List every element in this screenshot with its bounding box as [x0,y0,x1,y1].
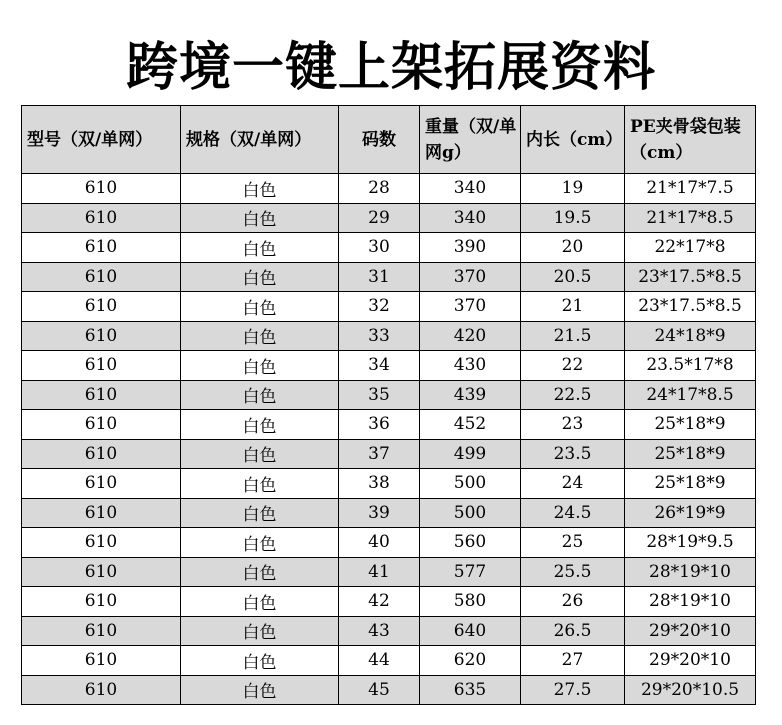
cell-inner-length: 27.5 [521,675,625,705]
cell-weight: 635 [420,675,521,705]
cell-weight: 340 [420,203,521,233]
cell-model: 610 [22,233,181,263]
cell-size: 34 [339,351,420,381]
cell-packaging: 22*17*8 [625,233,756,263]
cell-packaging: 24*18*9 [625,321,756,351]
cell-packaging: 23*17.5*8.5 [625,292,756,322]
header-packaging: PE夹骨袋包装（cm） [625,106,756,174]
cell-spec: 白色 [181,380,339,410]
header-spec: 规格（双/单网） [181,106,339,174]
cell-model: 610 [22,439,181,469]
cell-weight: 340 [420,174,521,204]
header-size: 码数 [339,106,420,174]
cell-weight: 370 [420,292,521,322]
cell-size: 30 [339,233,420,263]
cell-inner-length: 27 [521,646,625,676]
cell-size: 31 [339,262,420,292]
cell-inner-length: 24 [521,469,625,499]
header-model: 型号（双/单网） [22,106,181,174]
cell-size: 33 [339,321,420,351]
cell-spec: 白色 [181,174,339,204]
table-row [22,380,756,410]
cell-spec: 白色 [181,203,339,233]
size-table [21,105,756,705]
cell-spec: 白色 [181,321,339,351]
cell-model: 610 [22,616,181,646]
cell-packaging: 28*19*9.5 [625,528,756,558]
cell-weight: 640 [420,616,521,646]
cell-weight: 430 [420,351,521,381]
cell-weight: 499 [420,439,521,469]
table-header-row [22,106,756,174]
cell-inner-length: 23.5 [521,439,625,469]
table-row [22,203,756,233]
cell-spec: 白色 [181,528,339,558]
cell-model: 610 [22,292,181,322]
cell-model: 610 [22,646,181,676]
cell-inner-length: 26 [521,587,625,617]
cell-size: 36 [339,410,420,440]
table-row [22,528,756,558]
cell-model: 610 [22,469,181,499]
cell-packaging: 28*19*10 [625,587,756,617]
cell-model: 610 [22,528,181,558]
page-title: 跨境一键上架拓展资料 [125,37,656,98]
cell-inner-length: 22.5 [521,380,625,410]
cell-model: 610 [22,351,181,381]
cell-weight: 439 [420,380,521,410]
cell-spec: 白色 [181,587,339,617]
cell-inner-length: 23 [521,410,625,440]
cell-packaging: 29*20*10.5 [625,675,756,705]
table-row [22,646,756,676]
cell-packaging: 29*20*10 [625,616,756,646]
cell-spec: 白色 [181,410,339,440]
cell-size: 42 [339,587,420,617]
cell-size: 37 [339,439,420,469]
table-row [22,616,756,646]
table-body [22,174,756,705]
cell-weight: 560 [420,528,521,558]
cell-inner-length: 26.5 [521,616,625,646]
table-row [22,262,756,292]
cell-inner-length: 19.5 [521,203,625,233]
table-row [22,587,756,617]
cell-spec: 白色 [181,557,339,587]
cell-model: 610 [22,262,181,292]
cell-weight: 620 [420,646,521,676]
cell-packaging: 25*18*9 [625,439,756,469]
cell-inner-length: 21 [521,292,625,322]
cell-weight: 370 [420,262,521,292]
cell-size: 35 [339,380,420,410]
cell-weight: 500 [420,469,521,499]
cell-inner-length: 22 [521,351,625,381]
cell-packaging: 25*18*9 [625,469,756,499]
cell-packaging: 23.5*17*8 [625,351,756,381]
cell-spec: 白色 [181,292,339,322]
cell-packaging: 24*17*8.5 [625,380,756,410]
table-row [22,351,756,381]
cell-size: 40 [339,528,420,558]
table-row [22,174,756,204]
table-row [22,498,756,528]
cell-weight: 580 [420,587,521,617]
cell-model: 610 [22,410,181,440]
cell-model: 610 [22,675,181,705]
cell-weight: 390 [420,233,521,263]
cell-size: 39 [339,498,420,528]
header-weight: 重量（双/单网g） [420,106,521,174]
cell-spec: 白色 [181,262,339,292]
cell-size: 29 [339,203,420,233]
cell-size: 44 [339,646,420,676]
cell-spec: 白色 [181,675,339,705]
table-row [22,410,756,440]
cell-size: 38 [339,469,420,499]
cell-size: 43 [339,616,420,646]
table-row [22,233,756,263]
cell-model: 610 [22,174,181,204]
table-row [22,469,756,499]
cell-model: 610 [22,380,181,410]
cell-packaging: 21*17*8.5 [625,203,756,233]
cell-packaging: 29*20*10 [625,646,756,676]
table-row [22,439,756,469]
cell-packaging: 28*19*10 [625,557,756,587]
cell-size: 41 [339,557,420,587]
cell-weight: 452 [420,410,521,440]
cell-packaging: 23*17.5*8.5 [625,262,756,292]
cell-model: 610 [22,203,181,233]
cell-model: 610 [22,498,181,528]
cell-spec: 白色 [181,498,339,528]
cell-spec: 白色 [181,469,339,499]
cell-spec: 白色 [181,439,339,469]
cell-packaging: 25*18*9 [625,410,756,440]
table-row [22,675,756,705]
cell-weight: 420 [420,321,521,351]
cell-model: 610 [22,587,181,617]
cell-size: 45 [339,675,420,705]
table-row [22,557,756,587]
cell-packaging: 21*17*7.5 [625,174,756,204]
table-row [22,321,756,351]
cell-size: 28 [339,174,420,204]
table-row [22,292,756,322]
cell-weight: 577 [420,557,521,587]
cell-size: 32 [339,292,420,322]
cell-spec: 白色 [181,233,339,263]
cell-inner-length: 21.5 [521,321,625,351]
header-inner-length: 内长（cm） [521,106,625,174]
cell-inner-length: 25.5 [521,557,625,587]
cell-inner-length: 20.5 [521,262,625,292]
cell-inner-length: 20 [521,233,625,263]
cell-packaging: 26*19*9 [625,498,756,528]
cell-spec: 白色 [181,616,339,646]
cell-spec: 白色 [181,646,339,676]
cell-model: 610 [22,557,181,587]
cell-model: 610 [22,321,181,351]
cell-inner-length: 19 [521,174,625,204]
cell-weight: 500 [420,498,521,528]
cell-spec: 白色 [181,351,339,381]
cell-inner-length: 24.5 [521,498,625,528]
cell-inner-length: 25 [521,528,625,558]
